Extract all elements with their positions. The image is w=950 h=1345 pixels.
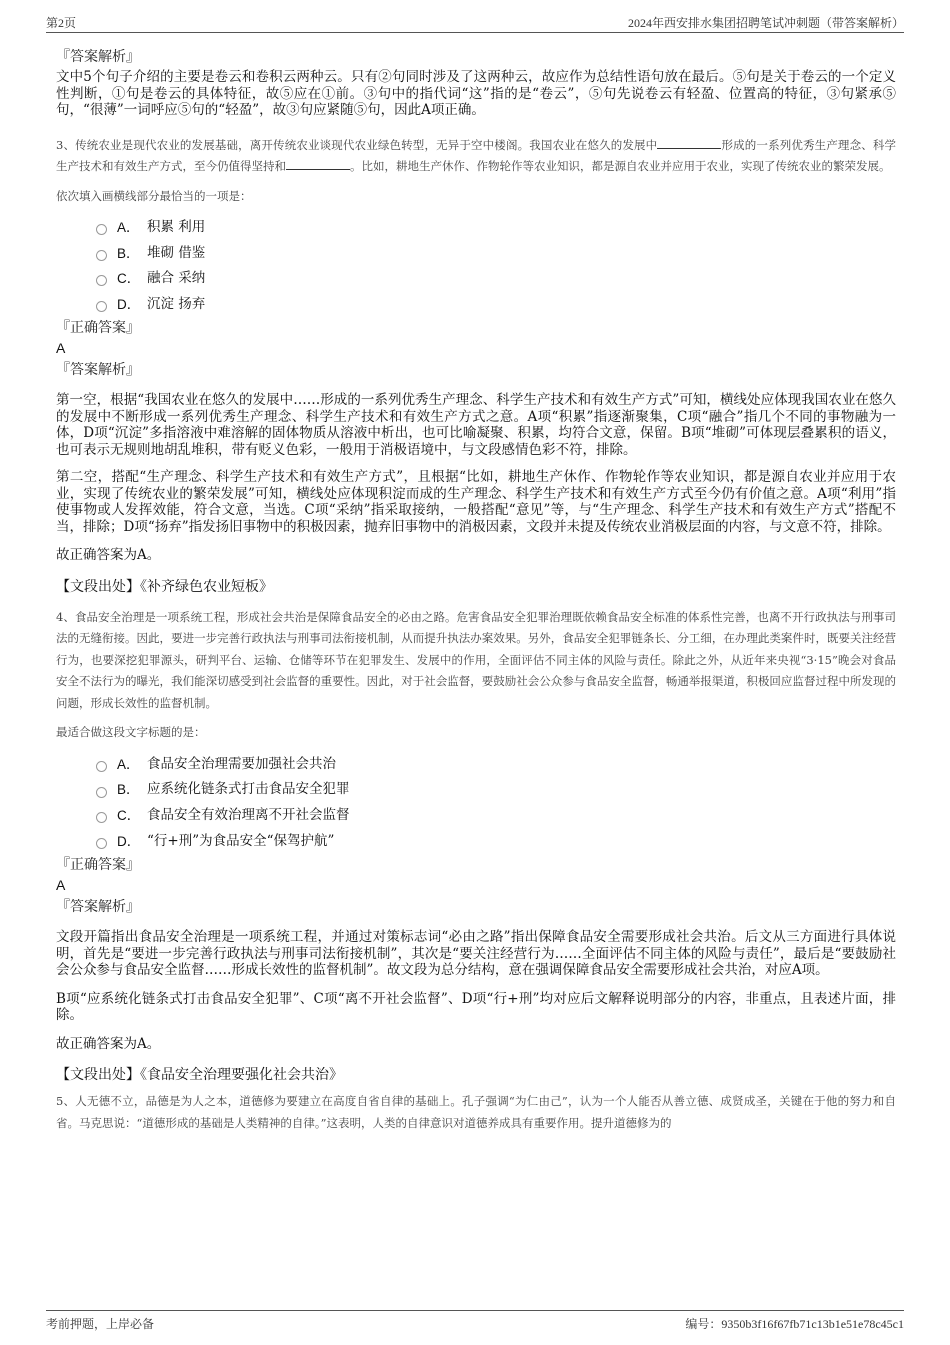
q4-source: 【文段出处】《食品安全治理要强化社会共治》 bbox=[56, 1067, 343, 1084]
footer-slogan: 考前押题，上岸必备 bbox=[46, 1317, 155, 1331]
q5-stem: 5、人无德不立，品德是为人之本，道德修为要建立在高度自省自律的基础上。孔子强调“为仁由己”，认为一个人能否从善立德、成贤成圣，关键在于他的努力和自省。马克思说：“道德形成的基础是人类精神的自律。”这表明，人类的自律意识对道德养成具有重要作用。提升道德修为的 bbox=[56, 1094, 896, 1130]
q4-correct-answer: A bbox=[56, 877, 66, 894]
q4-options bbox=[96, 752, 896, 854]
radio-icon[interactable] bbox=[96, 812, 107, 823]
q3-blank-2 bbox=[286, 159, 350, 170]
q3-correct-label: 『正确答案』 bbox=[56, 320, 140, 337]
q4-option-a[interactable]: A． 食品安全治理需要加强社会共治 bbox=[96, 752, 896, 778]
q3-options bbox=[96, 215, 896, 317]
option-text: 食品安全治理需要加强社会共治 bbox=[147, 755, 336, 772]
option-text: 堆砌 借鉴 bbox=[147, 244, 206, 261]
option-text: 积累 利用 bbox=[147, 219, 206, 235]
page-footer bbox=[46, 1310, 904, 1331]
radio-icon[interactable] bbox=[96, 301, 107, 312]
q3-conclusion: 故正确答案为A。 bbox=[56, 547, 161, 564]
q3-option-c[interactable]: C． 融合 采纳 bbox=[96, 266, 896, 292]
q3-option-d[interactable]: D． 沉淀 扬弃 bbox=[96, 292, 896, 318]
q3-correct-answer: A bbox=[56, 340, 66, 357]
q2-analysis: 文中5个句子介绍的主要是卷云和卷积云两种云。只有②句同时涉及了这两种云，故应作为总结性语句放在最后。⑤句是关于卷云的一个定义性判断，①句是卷云的具体特征，故⑤应在①前。③句中的指代词“这”指的是“卷云”，⑤句先说卷云有轻盈、位置高的特征，③句紧承⑤句，“很薄”一词呼应⑤句的“轻盈”，故③句应紧随⑤句，因此A项正确。 bbox=[56, 69, 896, 118]
option-text: “行+刑”为食品安全“保驾护航” bbox=[147, 832, 335, 849]
q3-stem: 3、传统农业是现代农业的发展基础，离开传统农业谈现代农业绿色转型，无异于空中楼阁。我国农业在悠久的发展中 形成的一系列优秀生产理念、科学生产技术和有效生产方式，至今仍值得坚持和 。比如，耕地生产休作、作物轮作等农业知识，都是源自农业并应用于农业，实现了传统农业的繁荣发展。 bbox=[56, 137, 897, 173]
radio-icon[interactable] bbox=[96, 787, 107, 798]
option-text: 食品安全有效治理离不开社会监督 bbox=[147, 807, 350, 824]
page-header bbox=[46, 12, 904, 33]
q3-blank-1 bbox=[657, 138, 721, 149]
q3-prompt: 依次填入画横线部分最恰当的一项是： bbox=[56, 188, 252, 203]
radio-icon[interactable] bbox=[96, 761, 107, 772]
option-text: 融合 采纳 bbox=[147, 270, 206, 287]
q4-analysis-label: 『答案解析』 bbox=[56, 899, 140, 916]
q3-analysis-label: 『答案解析』 bbox=[56, 362, 140, 379]
document-id: 编号：9350b3f16f67fb71c13b1e51e78c45c1 bbox=[685, 1317, 904, 1331]
q4-analysis-p2: B项“应系统化链条式打击食品安全犯罪”、C项“离不开社会监督”、D项“行+刑”均对应后文解释说明部分的内容，非重点，且表述片面，排除。 bbox=[56, 990, 896, 1024]
page-number: 第2页 bbox=[46, 16, 77, 30]
q3-option-a[interactable]: A． 积累 利用 bbox=[96, 215, 896, 241]
radio-icon[interactable] bbox=[96, 838, 107, 849]
q3-source: 【文段出处】《补齐绿色农业短板》 bbox=[56, 578, 273, 595]
q4-analysis-p1: 文段开篇指出食品安全治理是一项系统工程，并通过对策标志词“必由之路”指出保障食品安全需要形成社会共治。后文从三方面进行具体说明，首先是“要进一步完善行政执法与刑事司法衔接机制”，其次是“要关注经营行为……全面评估不同主体的风险与责任”，最后是“要鼓励社会公众参与食品安全监督……形成长效性的监督机制”。故文段为总分结构，意在强调保障食品安全需要形成社会共治，对应A项。 bbox=[56, 929, 896, 979]
document-title: 2024年西安排水集团招聘笔试冲刺题（带答案解析） bbox=[627, 16, 904, 30]
radio-icon[interactable] bbox=[96, 224, 107, 235]
radio-icon[interactable] bbox=[96, 275, 107, 286]
q4-prompt: 最适合做这段文字标题的是： bbox=[56, 725, 206, 740]
q2-analysis-label: 『答案解析』 bbox=[56, 49, 140, 65]
q4-option-d[interactable]: D． “行+刑”为食品安全“保驾护航” bbox=[96, 829, 896, 855]
q3-analysis-p2: 第二空，搭配“生产理念、科学生产技术和有效生产方式”，且根据“比如，耕地生产休作、作物轮作等农业知识，都是源自农业并应用于农业，实现了传统农业的繁荣发展”可知，横线处应体现积淀而成的生产理念、科学生产技术和有效生产方式至今仍有价值之意。A项“利用”指使事物或人发挥效能，符合文意，当选。C项“采纳”指采取接纳，一般搭配“意见”等，与“生产理念、科学生产技术和有效生产方式”搭配不当，排除；D项“扬弃”指发扬旧事物中的积极因素，抛弃旧事物中的消极因素，文段并未提及传统农业消极层面的内容，与文意不符，排除。 bbox=[56, 469, 896, 535]
q4-option-c[interactable]: C． 食品安全有效治理离不开社会监督 bbox=[96, 803, 896, 829]
q4-correct-label: 『正确答案』 bbox=[56, 857, 140, 874]
radio-icon[interactable] bbox=[96, 250, 107, 261]
page-content bbox=[56, 44, 896, 1134]
option-text: 沉淀 扬弃 bbox=[147, 295, 206, 312]
q4-stem: 4、食品安全治理是一项系统工程，形成社会共治是保障食品安全的必由之路。危害食品安全犯罪治理既依赖食品安全标准的体系性完善，也离不开行政执法与刑事司法的无缝衔接。因此，要进一步完善行政执法与刑事司法衔接机制，从而提升执法办案效果。另外，食品安全犯罪链条长、分工细，在办理此类案件时，既要关注经营行为，也要深挖犯罪源头，研判平台、运输、仓储等环节在犯罪发生、发展中的作用，全面评估不同主体的风险与责任。除此之外，从近年来央视“3·15”晚会对食品安全不法行为的曝光，我们能深切感受到社会监督的重要性。因此，对于社会监督，要鼓励社会公众参与食品安全监督，畅通举报渠道，积极回应监督过程中所发现的问题，形成长效性的监督机制。 bbox=[56, 609, 896, 710]
option-text: 应系统化链条式打击食品安全犯罪 bbox=[147, 781, 350, 798]
q4-conclusion: 故正确答案为A。 bbox=[56, 1035, 161, 1052]
q3-option-b[interactable]: B． 堆砌 借鉴 bbox=[96, 241, 896, 267]
q3-analysis-p1: 第一空，根据“我国农业在悠久的发展中……形成的一系列优秀生产理念、科学生产技术和有效生产方式”可知，横线处应体现我国农业在悠久的发展中不断形成一系列优秀生产理念、科学生产技术和有效生产方式之意。A项“积累”指逐渐聚集，C项“融合”指几个不同的事物融为一体，D项“沉淀”多指溶液中难溶解的固体物质从溶液中析出，也可比喻凝聚、积累，均符合文意，保留。B项“堆砌”可体现层叠累积的语义，也可表示无规则地胡乱堆积，带有贬义色彩，一般用于消极语境中，与文段感情色彩不符，排除。 bbox=[56, 392, 896, 458]
q4-option-b[interactable]: B． 应系统化链条式打击食品安全犯罪 bbox=[96, 777, 896, 803]
